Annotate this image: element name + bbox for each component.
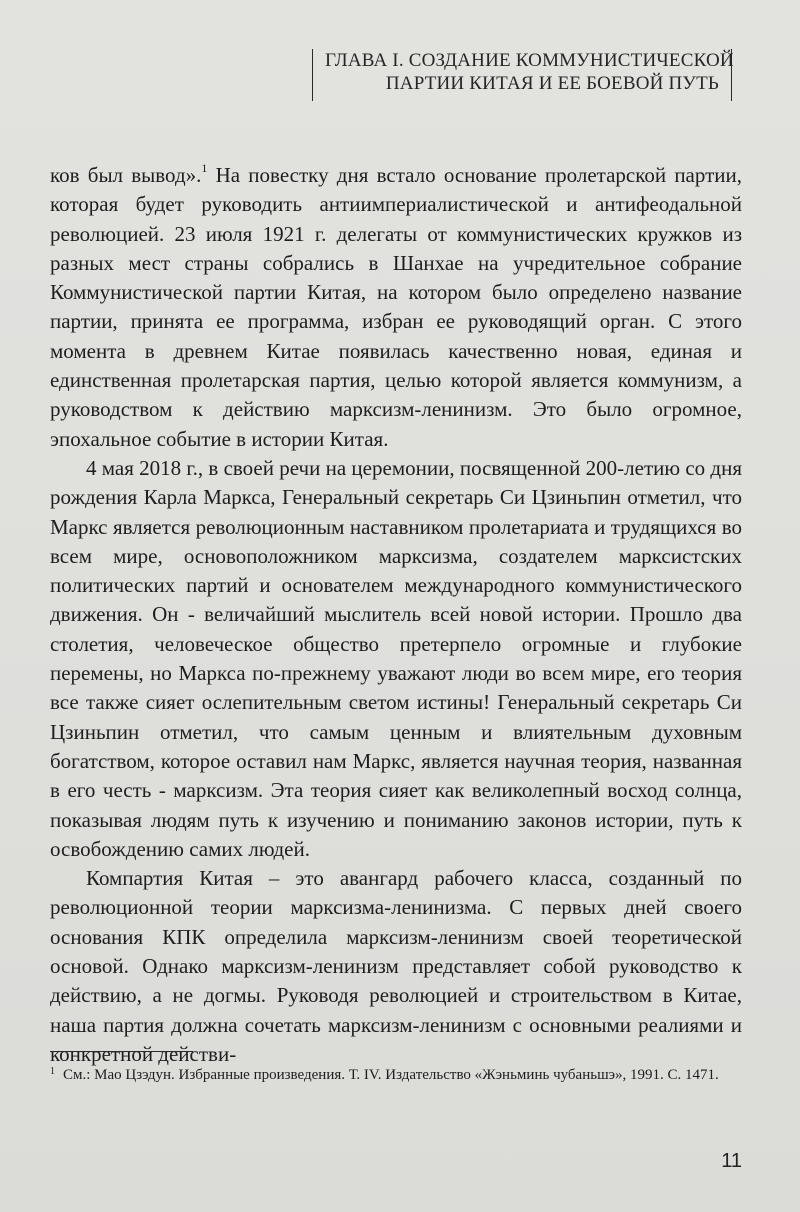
footnote-mark: 1 (50, 1066, 55, 1077)
footnote-text: См.: Мао Цзэдун. Избранные произведения. Т. IV. Издательство «Жэньминь чубаньшэ», 1991. С. 1471. (63, 1067, 719, 1083)
running-head-line-2: ПАРТИИ КИТАЯ И ЕЕ БОЕВОЙ ПУТЬ (385, 73, 719, 94)
body-text (50, 161, 742, 1069)
running-head (312, 49, 732, 101)
paragraph-1-rest: На повестку дня встало основание пролетарской партии, которая будет руководить антиимпериалистической и антифеодальной революцией. 23 июля 1921 г. делегаты от коммунистических кружков из разных мест страны собрались в Шанхае на учредительное собрание Коммунистической партии Китая, на котором было определено название партии, принята ее программа, избран ее руководящий орган. С этого момента в древнем Китае появилась качественно новая, единая и единственная пролетарская партия, целью которой является коммунизм, а руководством к действию марксизм-ленинизм. Это было огромное, эпохальное событие в истории Китая. (50, 163, 742, 451)
paragraph-1 (50, 161, 742, 454)
paragraph-1-start: ков был вывод». (50, 163, 202, 187)
footnote (50, 1064, 742, 1088)
page-number: 11 (721, 1150, 742, 1172)
paragraph-3: Компартия Китая – это авангард рабочего класса, созданный по революционной теории марксизма-ленинизма. С первых дней своего основания КПК определила марксизм-ленинизм своей теоретической основой. Однако марксизм-ленинизм представляет собой руководство к действию, а не догмы. Руководя революцией и строительством в Китае, наша партия должна сочетать марксизм-ленинизм с основными реалиями и конкретной действи- (50, 866, 742, 1066)
footnote-reference: 1 (201, 161, 208, 175)
paragraph-2: 4 мая 2018 г., в своей речи на церемонии, посвященной 200-летию со дня рождения Карла Маркса, Генеральный секретарь Си Цзиньпин отметил, что Маркс является революционным наставником пролетариата и трудящихся во всем мире, основоположником марксизма, создателем марксистских политических партий и основателем международного коммунистического движения. Он - величайший мыслитель всей новой истории. Прошло два столетия, человеческое общество претерпело огромные и глубокие перемены, но Маркса по-прежнему уважают люди во всем мире, его теория все также сияет ослепительным светом истины! Генеральный секретарь Си Цзиньпин отметил, что самым ценным и влиятельным духовным богатством, которое оставил нам Маркс, является научная теория, названная в его честь - марксизм. Эта теория сияет как великолепный восход солнца, показывая людям путь к изучению и пониманию законов истории, путь к освобождению самих людей. (50, 455, 742, 861)
footnote-divider (50, 1051, 193, 1052)
running-head-line-1: ГЛАВА I. СОЗДАНИЕ КОММУНИСТИЧЕСКОЙ (325, 50, 734, 71)
